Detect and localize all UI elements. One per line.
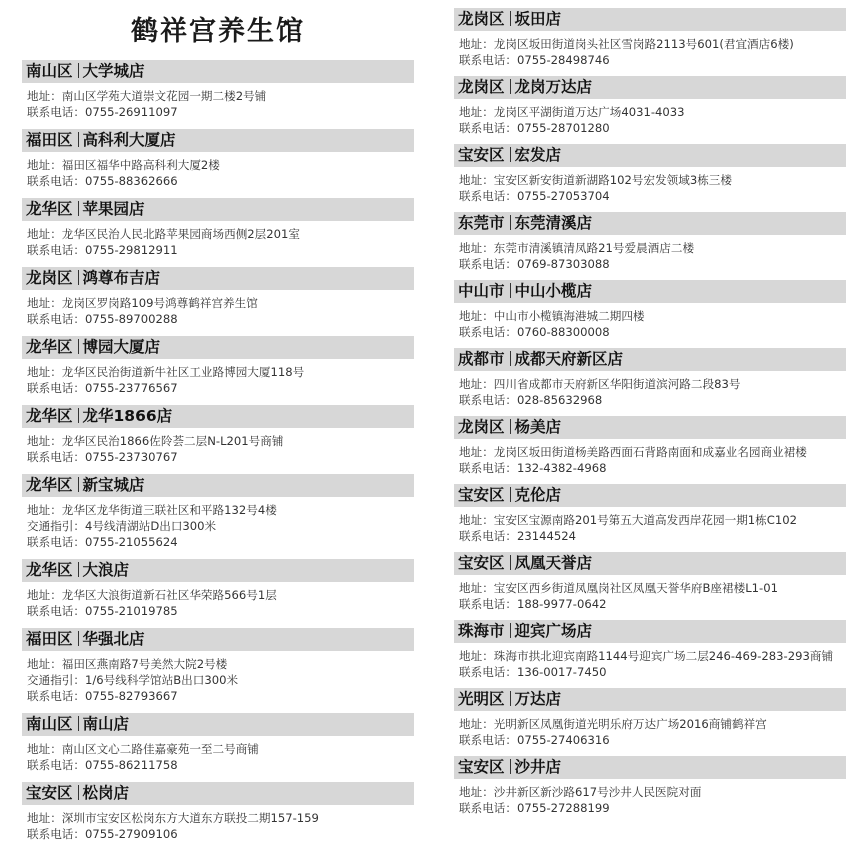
- store-name: 苹果园店: [82, 200, 145, 218]
- store-details: [454, 303, 846, 340]
- store-entry: [454, 280, 846, 348]
- header-divider: [510, 555, 511, 570]
- store-details: [22, 83, 414, 120]
- store-detail-line: 联系电话：0760-88300008: [459, 325, 610, 339]
- store-entry: [22, 198, 414, 267]
- header-divider: [78, 562, 79, 577]
- store-header: [22, 713, 414, 736]
- store-detail-line: 联系电话：0755-27406316: [459, 733, 610, 747]
- store-entry: [454, 688, 846, 756]
- store-district: 福田区: [26, 131, 73, 149]
- store-detail-line: 联系电话：23144524: [459, 529, 576, 543]
- store-detail-line: 联系电话：0769-87303088: [459, 257, 610, 271]
- store-name: 东莞清溪店: [514, 214, 593, 232]
- store-detail-line: 地址：光明新区凤凰街道光明乐府万达广场2016商铺鹤祥宫: [459, 717, 767, 731]
- store-list-right: [454, 0, 846, 824]
- store-details: [454, 711, 846, 748]
- store-header: [22, 129, 414, 152]
- store-detail-line: 地址：宝安区西乡街道凤凰岗社区凤凰天誉华府B座裙楼L1-01: [459, 581, 778, 595]
- store-entry: [22, 474, 414, 559]
- header-divider: [78, 63, 79, 78]
- store-entry: [22, 782, 414, 851]
- store-name: 南山店: [82, 715, 130, 733]
- store-header: [22, 405, 414, 428]
- store-detail-line: 地址：龙华区民治人民北路苹果园商场西侧2层201室: [27, 227, 300, 241]
- store-detail-line: 联系电话：0755-21055624: [27, 535, 178, 549]
- store-header: [454, 212, 846, 235]
- header-divider: [510, 759, 511, 774]
- store-detail-line: 联系电话：0755-27053704: [459, 189, 610, 203]
- store-details: [454, 99, 846, 136]
- store-entry: [454, 620, 846, 688]
- header-divider: [78, 408, 79, 423]
- header-divider: [510, 215, 511, 230]
- store-detail-line: 地址：中山市小榄镇海港城二期四楼: [459, 309, 645, 323]
- store-details: [454, 779, 846, 816]
- store-name: 大浪店: [82, 561, 130, 579]
- header-divider: [78, 477, 79, 492]
- store-detail-line: 地址：南山区文心二路佳嘉豪苑一至二号商铺: [27, 742, 259, 756]
- store-detail-line: 联系电话：136-0017-7450: [459, 665, 607, 679]
- store-district: 东莞市: [458, 214, 505, 232]
- store-detail-line: 交通指引：1/6号线科学馆站B出口300米: [27, 673, 239, 687]
- store-name: 克伦店: [514, 486, 562, 504]
- store-header: [454, 76, 846, 99]
- store-district: 珠海市: [458, 622, 505, 640]
- store-detail-line: 联系电话：0755-27909106: [27, 827, 178, 841]
- store-district: 宝安区: [26, 784, 73, 802]
- store-details: [22, 221, 414, 258]
- right-column: [454, 0, 846, 824]
- store-details: [22, 736, 414, 773]
- store-header: [22, 559, 414, 582]
- header-divider: [78, 785, 79, 800]
- store-name: 迎宾广场店: [514, 622, 593, 640]
- store-details: [454, 643, 846, 680]
- store-entry: [22, 713, 414, 782]
- store-district: 龙岗区: [458, 78, 505, 96]
- store-district: 南山区: [26, 62, 73, 80]
- store-entry: [454, 76, 846, 144]
- store-header: [22, 474, 414, 497]
- header-divider: [510, 147, 511, 162]
- store-header: [454, 348, 846, 371]
- header-divider: [78, 631, 79, 646]
- store-district: 成都市: [458, 350, 505, 368]
- store-details: [454, 31, 846, 68]
- store-district: 龙华区: [26, 200, 73, 218]
- store-name: 沙井店: [514, 758, 562, 776]
- store-entry: [454, 348, 846, 416]
- store-name: 杨美店: [514, 418, 562, 436]
- store-header: [22, 336, 414, 359]
- store-detail-line: 地址：东莞市清溪镇清凤路21号爱晨酒店二楼: [459, 241, 695, 255]
- store-detail-line: 联系电话：0755-29812911: [27, 243, 178, 257]
- store-header: [22, 267, 414, 290]
- store-district: 宝安区: [458, 146, 505, 164]
- store-header: [454, 484, 846, 507]
- store-name: 成都天府新区店: [514, 350, 624, 368]
- header-divider: [510, 487, 511, 502]
- store-detail-line: 联系电话：0755-27288199: [459, 801, 610, 815]
- store-detail-line: 地址：龙岗区罗岗路109号鸿尊鹤祥宫养生馆: [27, 296, 258, 310]
- store-entry: [22, 267, 414, 336]
- store-detail-line: 地址：南山区学苑大道崇文花园一期二楼2号铺: [27, 89, 267, 103]
- store-details: [22, 290, 414, 327]
- header-divider: [510, 691, 511, 706]
- store-details: [454, 235, 846, 272]
- store-district: 宝安区: [458, 554, 505, 572]
- store-detail-line: 联系电话：028-85632968: [459, 393, 603, 407]
- store-detail-line: 联系电话：0755-82793667: [27, 689, 178, 703]
- store-header: [22, 60, 414, 83]
- store-detail-line: 交通指引：4号线清湖站D出口300米: [27, 519, 217, 533]
- store-entry: [22, 628, 414, 713]
- store-header: [454, 280, 846, 303]
- store-name: 龙岗万达店: [514, 78, 593, 96]
- store-entry: [454, 8, 846, 76]
- store-district: 龙华区: [26, 407, 73, 425]
- store-detail-line: 地址：龙华区大浪街道新石社区华荣路566号1层: [27, 588, 277, 602]
- store-name: 凤凰天誉店: [514, 554, 593, 572]
- store-header: [22, 198, 414, 221]
- store-detail-line: 地址：龙岗区坂田街道杨美路西面石背路南面和成嘉业名园商业裙楼: [459, 445, 807, 459]
- store-details: [454, 507, 846, 544]
- store-detail-line: 地址：龙华区龙华街道三联社区和平路132号4楼: [27, 503, 277, 517]
- header-divider: [510, 419, 511, 434]
- store-detail-line: 联系电话：0755-23730767: [27, 450, 178, 464]
- store-detail-line: 联系电话：0755-88362666: [27, 174, 178, 188]
- store-detail-line: 地址：珠海市拱北迎宾南路1144号迎宾广场二层246-469-283-293商铺: [459, 649, 834, 663]
- store-detail-line: 地址：福田区福华中路高科利大厦2楼: [27, 158, 220, 172]
- store-entry: [454, 552, 846, 620]
- store-detail-line: 联系电话：132-4382-4968: [459, 461, 607, 475]
- store-details: [22, 152, 414, 189]
- store-district: 南山区: [26, 715, 73, 733]
- store-name: 高科利大厦店: [82, 131, 176, 149]
- store-entry: [454, 484, 846, 552]
- store-header: [454, 552, 846, 575]
- store-name: 鸿尊布吉店: [82, 269, 161, 287]
- store-detail-line: 地址：四川省成都市天府新区华阳街道滨河路二段83号: [459, 377, 741, 391]
- store-district: 中山市: [458, 282, 505, 300]
- store-entry: [454, 416, 846, 484]
- store-header: [454, 756, 846, 779]
- header-divider: [78, 270, 79, 285]
- store-entry: [454, 756, 846, 824]
- store-detail-line: 联系电话：0755-21019785: [27, 604, 178, 618]
- store-header: [454, 144, 846, 167]
- store-district: 光明区: [458, 690, 505, 708]
- store-entry: [22, 129, 414, 198]
- store-detail-line: 联系电话：0755-28498746: [459, 53, 610, 67]
- store-detail-line: 地址：龙岗区平湖街道万达广场4031-4033: [459, 105, 685, 119]
- header-divider: [510, 11, 511, 26]
- store-detail-line: 地址：宝安区新安街道新湖路102号宏发领域3栋三楼: [459, 173, 732, 187]
- store-entry: [22, 405, 414, 474]
- store-name: 博园大厦店: [82, 338, 161, 356]
- store-name: 坂田店: [514, 10, 562, 28]
- store-detail-line: 联系电话：0755-86211758: [27, 758, 178, 772]
- store-details: [22, 359, 414, 396]
- store-details: [454, 439, 846, 476]
- store-details: [22, 651, 414, 704]
- store-name: 宏发店: [514, 146, 562, 164]
- store-detail-line: 联系电话：0755-28701280: [459, 121, 610, 135]
- store-district: 福田区: [26, 630, 73, 648]
- header-divider: [78, 132, 79, 147]
- store-detail-line: 联系电话：0755-89700288: [27, 312, 178, 326]
- store-entry: [22, 559, 414, 628]
- store-name: 中山小榄店: [514, 282, 593, 300]
- store-detail-line: 地址：龙岗区坂田街道岗头社区雪岗路2113号601(君宜酒店6楼): [459, 37, 794, 51]
- store-header: [454, 416, 846, 439]
- store-detail-line: 地址：沙井新区新沙路617号沙井人民医院对面: [459, 785, 702, 799]
- store-entry: [22, 60, 414, 129]
- header-divider: [510, 79, 511, 94]
- store-district: 龙华区: [26, 476, 73, 494]
- store-list-left: [22, 60, 414, 851]
- store-name: 万达店: [514, 690, 562, 708]
- store-details: [22, 497, 414, 550]
- store-district: 宝安区: [458, 758, 505, 776]
- store-name: 新宝城店: [82, 476, 145, 494]
- store-detail-line: 地址：龙华区民治1866佐阾荟二层N-L201号商铺: [27, 434, 284, 448]
- store-header: [454, 620, 846, 643]
- store-detail-line: 地址：深圳市宝安区松岗东方大道东方联投二期157-159: [27, 811, 319, 825]
- store-detail-line: 地址：宝安区宝源南路201号第五大道高发西岸花园一期1栋C102: [459, 513, 797, 527]
- store-header: [22, 782, 414, 805]
- header-divider: [510, 351, 511, 366]
- store-details: [22, 582, 414, 619]
- store-detail-line: 联系电话：0755-26911097: [27, 105, 178, 119]
- store-district: 龙岗区: [26, 269, 73, 287]
- store-detail-line: 地址：福田区燕南路7号美然大院2号楼: [27, 657, 228, 671]
- store-detail-line: 地址：龙华区民治街道新牛社区工业路博园大厦118号: [27, 365, 305, 379]
- store-details: [454, 575, 846, 612]
- store-district: 龙岗区: [458, 418, 505, 436]
- store-name: 松岗店: [82, 784, 130, 802]
- store-details: [454, 167, 846, 204]
- page-title: 鹤祥宫养生馆: [131, 16, 305, 47]
- store-district: 龙华区: [26, 561, 73, 579]
- header-divider: [510, 283, 511, 298]
- store-district: 龙华区: [26, 338, 73, 356]
- store-header: [22, 628, 414, 651]
- store-entry: [22, 336, 414, 405]
- store-details: [22, 805, 414, 842]
- store-details: [454, 371, 846, 408]
- store-header: [454, 8, 846, 31]
- store-district: 宝安区: [458, 486, 505, 504]
- store-entry: [454, 144, 846, 212]
- store-header: [454, 688, 846, 711]
- header-divider: [78, 716, 79, 731]
- store-details: [22, 428, 414, 465]
- store-name: 大学城店: [82, 62, 145, 80]
- header-divider: [78, 339, 79, 354]
- store-entry: [454, 212, 846, 280]
- store-detail-line: 联系电话：0755-23776567: [27, 381, 178, 395]
- header-divider: [78, 201, 79, 216]
- left-column: [22, 0, 414, 851]
- store-detail-line: 联系电话：188-9977-0642: [459, 597, 607, 611]
- store-name: 龙华1866店: [82, 407, 173, 425]
- store-district: 龙岗区: [458, 10, 505, 28]
- header-divider: [510, 623, 511, 638]
- store-name: 华强北店: [82, 630, 145, 648]
